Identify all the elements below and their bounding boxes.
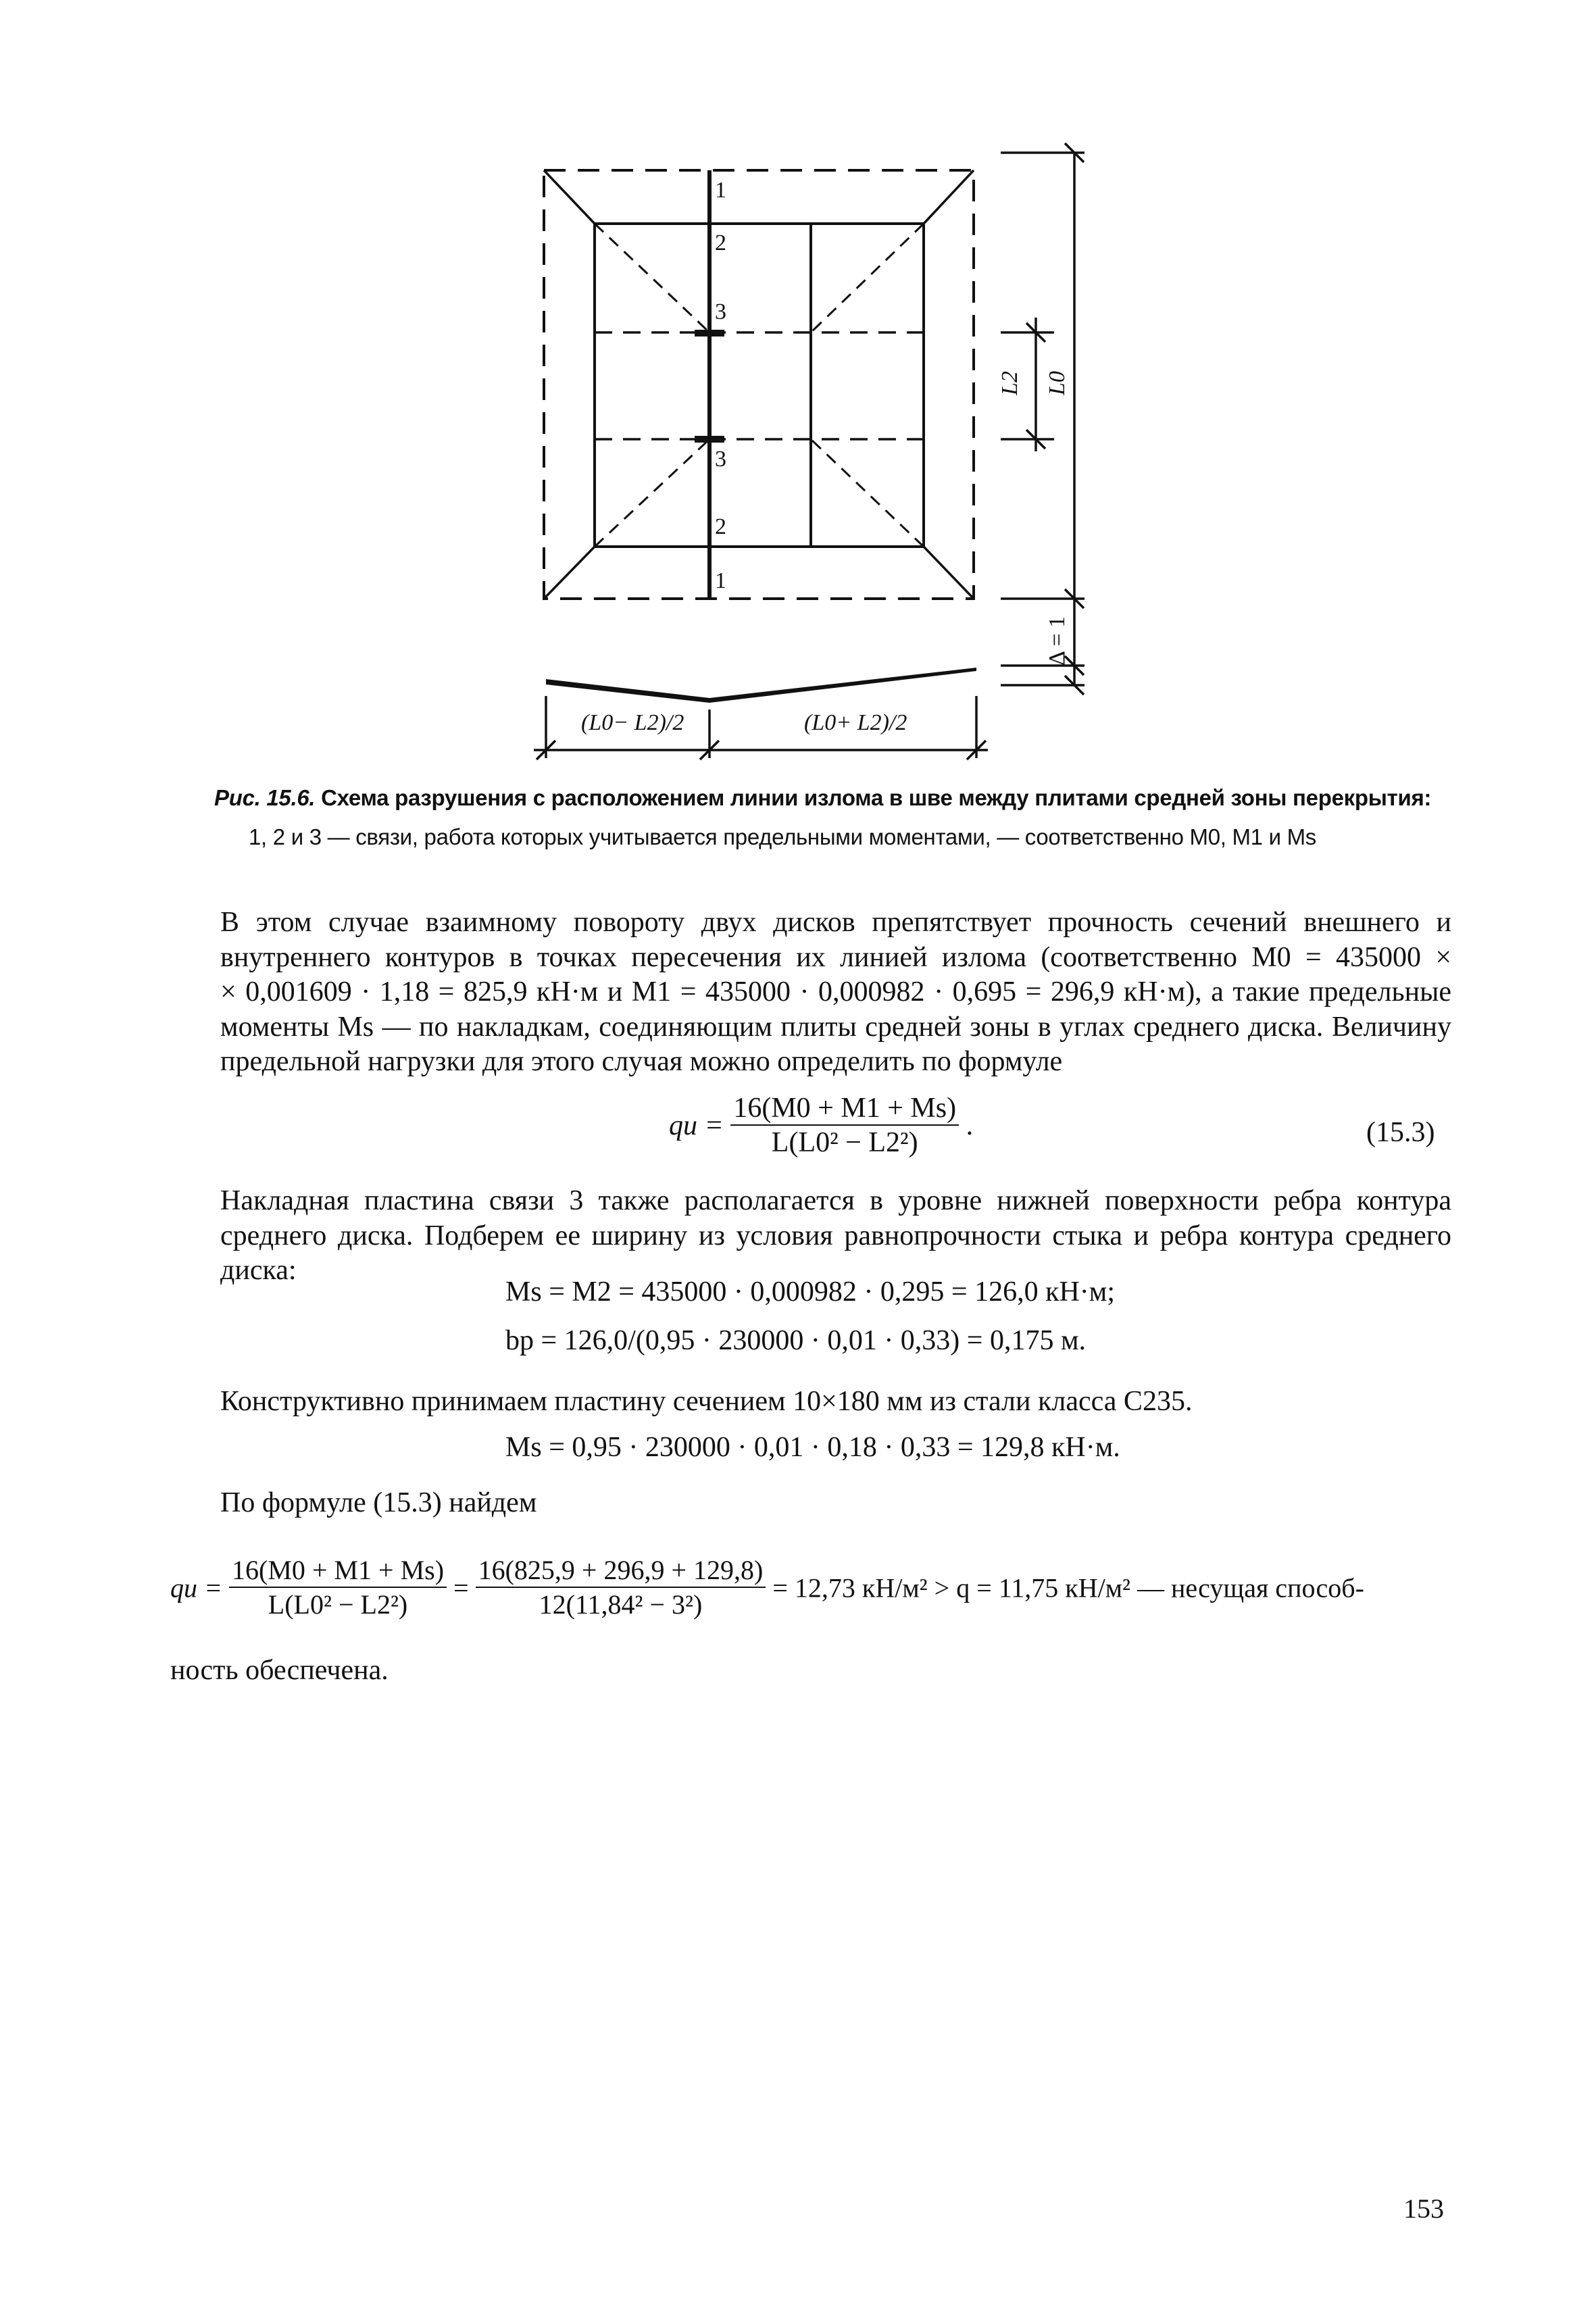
final-numerator-2: 16(825,9 + 296,9 + 129,8) [476,1554,766,1588]
final-lhs: qu = [170,1572,222,1603]
paragraph-4: По формуле (15.3) найдем [220,1487,537,1518]
paragraph-1-line-2: внутреннего контуров в точках пересечения их линией излома (соответственно M0 = 435000 × [220,941,1451,973]
dim-bottom-right: (L0+ L2)/2 [804,710,907,735]
dim-bottom-left: (L0− L2)/2 [581,710,684,735]
eq-dot: . [966,1110,974,1141]
equation-15-3 [669,1092,973,1160]
final-equals: = [453,1572,469,1603]
tie-label-1-top: 1 [715,178,726,203]
equation-ms: Ms = M2 = 435000 · 0,000982 · 0,295 = 126,0 кН·м; [505,1276,1116,1308]
eq-denominator: L(L0² − L2²) [771,1127,918,1158]
tie-plate-top [695,330,724,337]
eq-numerator: 16(M0 + M1 + Ms) [730,1092,959,1126]
paragraph-2-line-1: Накладная пластина связи 3 также располагается в уровне нижней поверхности ребра контура [220,1185,1451,1216]
equation-number: (15.3) [1366,1117,1435,1148]
collapse-scheme-figure [0,0,1596,777]
paragraph-1 [220,905,1451,1080]
paragraph-1-line-4: моменты Ms — по накладкам, соединяющим плиты средней зоны в углах среднего диска. Величину [220,1011,1451,1043]
paragraph-1-line-1: В этом случае взаимному повороту двух дисков препятствует прочность сечений внешнего и [220,907,1451,938]
eq-lhs: qu = [669,1110,724,1141]
deflection-profile [546,668,976,703]
final-denominator-1: L(L0² − L2²) [268,1589,408,1620]
paragraph-1-line-5: предельной нагрузки для этого случая можно определить по формуле [220,1046,1063,1077]
tie-label-2-bottom: 2 [715,514,726,539]
paragraph-3: Конструктивно принимаем пластину сечением 10×180 мм из стали класса С235. [220,1386,1193,1417]
final-tail: ность обеспечена. [170,1655,389,1686]
tie-label-3-top: 3 [715,299,726,324]
equation-ms-2: Ms = 0,95 · 230000 · 0,01 · 0,18 · 0,33 = 129,8 кН·м. [505,1432,1120,1463]
tie-label-3-bottom: 3 [715,447,726,472]
paragraph-1-line-3: × 0,001609 · 1,18 = 825,9 кН·м и M1 = 435000 · 0,000982 · 0,695 = 296,9 кН·м), а такие предельные [220,976,1451,1007]
final-numerator-1: 16(M0 + M1 + Ms) [229,1554,447,1588]
figure-number: Рис. 15.6. [214,785,316,810]
paragraph-2-line-3: диска: [220,1255,297,1286]
page-number: 153 [1403,2193,1444,2224]
tie-label-1-bottom: 1 [715,568,726,593]
figure-title: Схема разрушения с расположением линии излома в шве между плитами средней зоны перекрытия: [321,785,1432,810]
delta-label: Δ = 1 [1045,616,1070,666]
final-equation [170,1554,1364,1622]
dim-l2-label: L2 [997,371,1022,395]
tie-label-2-top: 2 [715,230,726,255]
final-result: = 12,73 кН/м² > q = 11,75 кН/м² — несущая способ- [772,1572,1364,1603]
paragraph-2 [220,1184,1451,1289]
outer-contour [544,170,974,599]
tie-plate-bottom [695,436,724,443]
paragraph-2-line-2: среднего диска. Подберем ее ширину из условия равнопрочности стыка и ребра контура среднего [220,1220,1451,1251]
figure-legend: 1, 2 и 3 — связи, работа которых учитывается предельными моментами, — соответственно M0, M1 и Ms [249,824,1316,849]
figure-caption [214,785,1431,811]
final-denominator-2: 12(11,84² − 3²) [539,1589,703,1620]
dim-l0-label: L0 [1045,371,1070,395]
equation-bp: bp = 126,0/(0,95 · 230000 · 0,01 · 0,33) = 0,175 м. [505,1325,1087,1356]
